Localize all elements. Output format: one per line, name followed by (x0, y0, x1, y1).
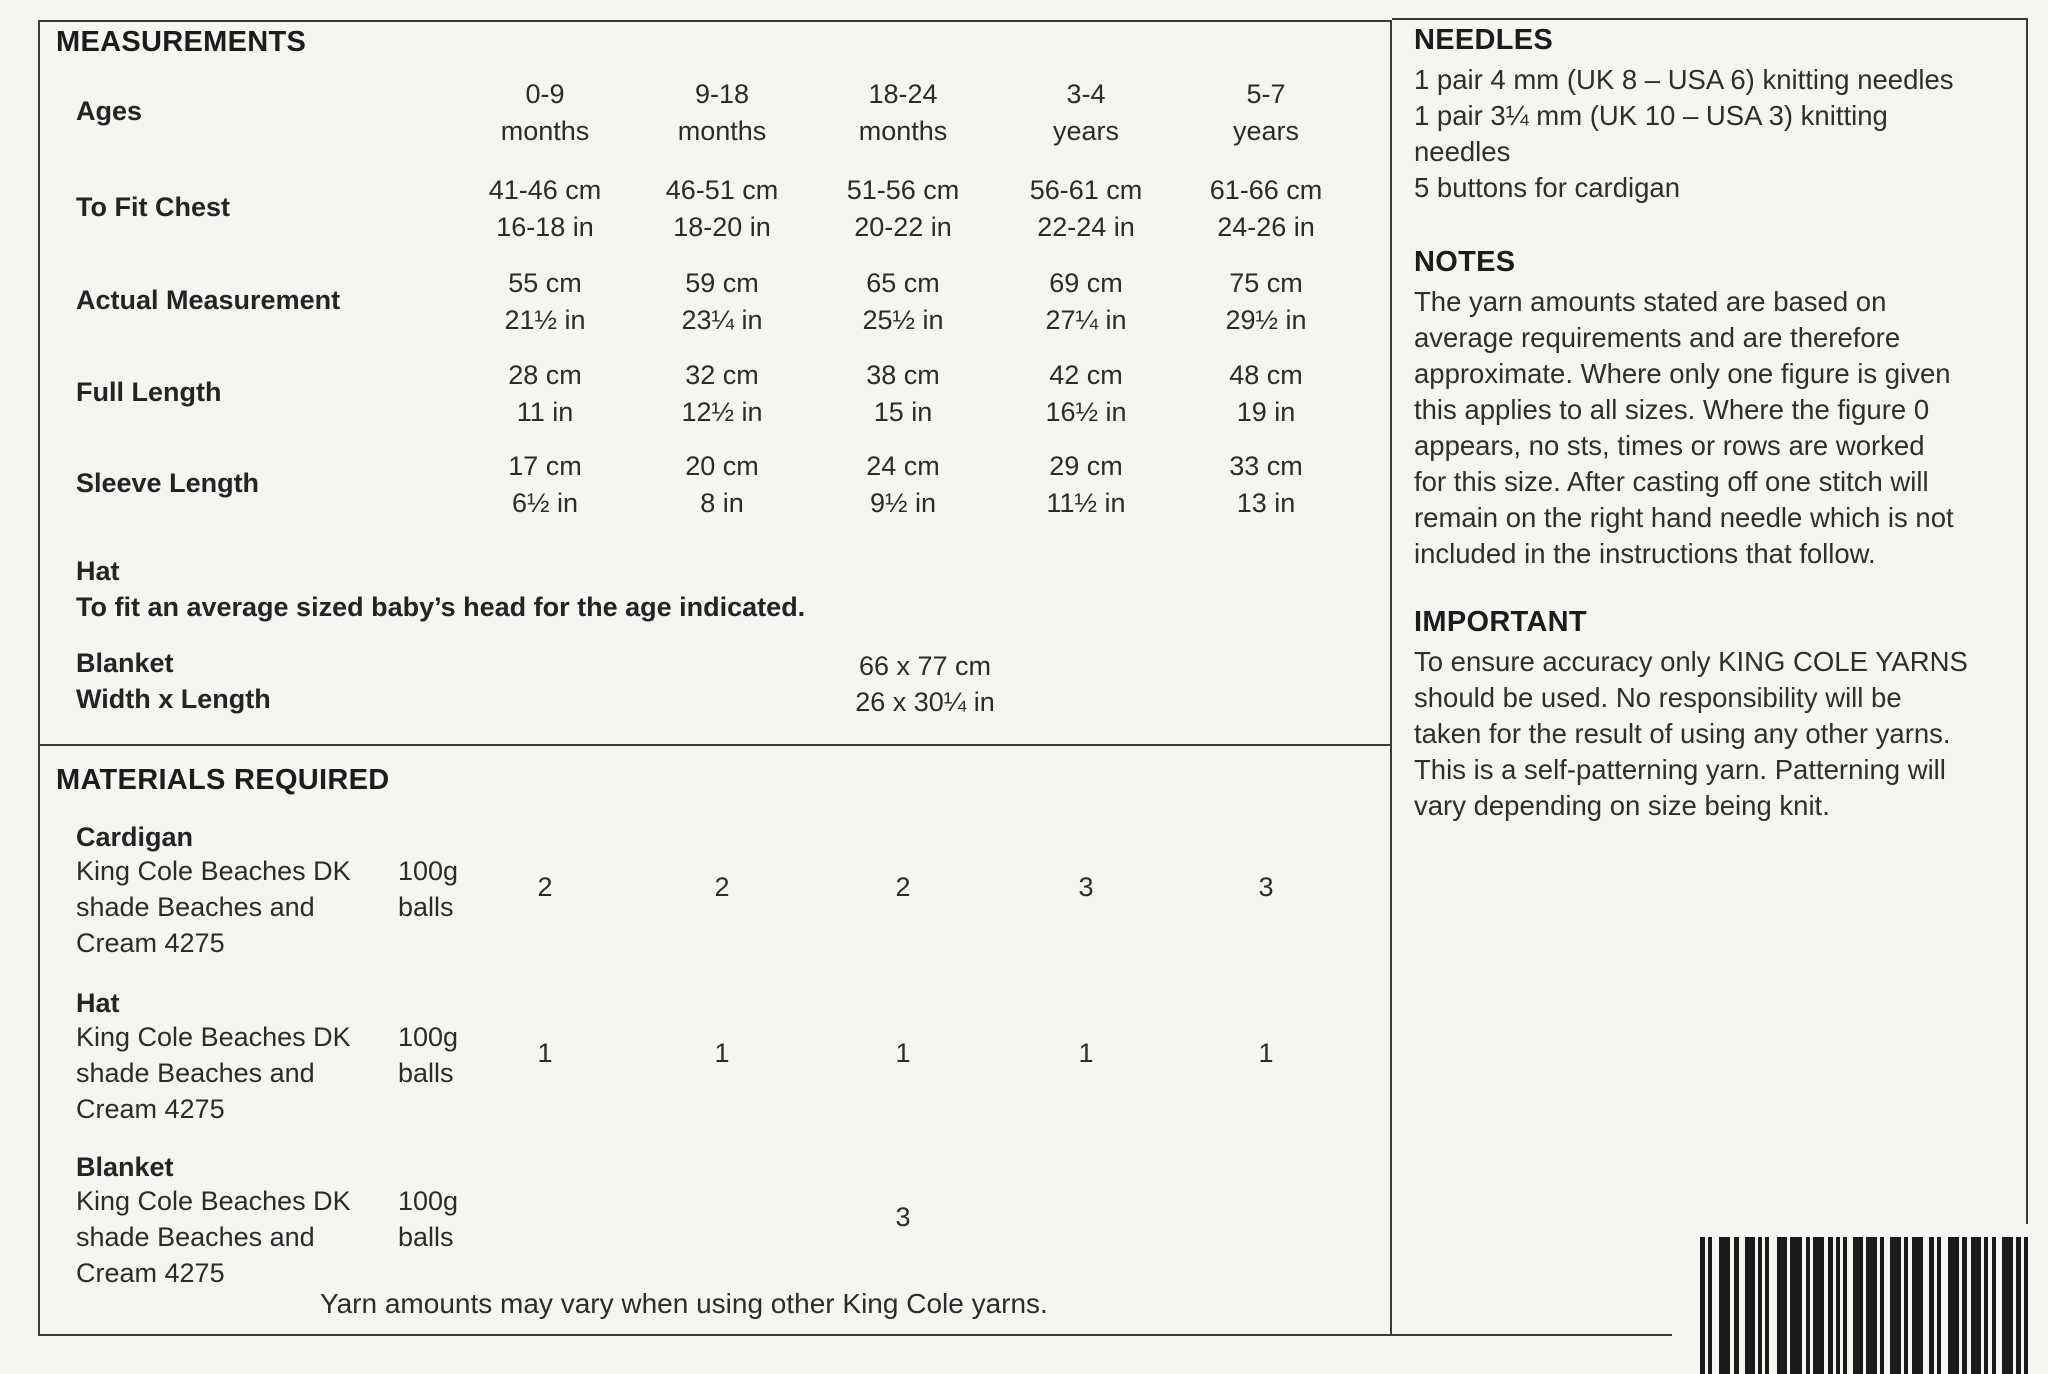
barcode-bar (1992, 1237, 1996, 1374)
barcode-bar (1813, 1237, 1824, 1374)
material-quantity: 2 (537, 872, 553, 902)
measure-cell (1171, 172, 1361, 246)
barcode-bar (1806, 1237, 1810, 1374)
measure-cell-metric: 33 cm (1229, 451, 1303, 481)
needles-text-line: 5 buttons for cardigan (1414, 172, 1681, 203)
material-item-desc: King Cole Beaches DK (76, 1022, 351, 1052)
measure-cell-imperial: 22-24 in (1037, 212, 1135, 242)
measure-cell (1171, 448, 1361, 522)
notes-text-line: remain on the right hand needle which is not (1414, 502, 1954, 533)
section-divider-line (38, 744, 1392, 746)
measure-cell-imperial: 24-26 in (1217, 212, 1315, 242)
material-item-unit: 100g (398, 1186, 459, 1216)
barcode-bar (1853, 1237, 1863, 1374)
measure-cell-imperial: months (677, 116, 767, 146)
barcode-bar (2002, 1237, 2013, 1374)
material-item-name: Blanket (76, 1152, 174, 1182)
measure-cell-metric: 56-61 cm (1029, 175, 1143, 205)
measure-cell-imperial: 11½ in (1046, 488, 1126, 518)
measure-cell (627, 448, 817, 522)
measure-cell (808, 172, 998, 246)
needles-text-line: needles (1414, 136, 1511, 167)
important-text-line: should be used. No responsibility will be (1414, 682, 1902, 713)
measure-cell-imperial: 23¼ in (681, 305, 763, 335)
measure-cell-imperial: 13 in (1236, 488, 1296, 518)
notes-text-line: included in the instructions that follow. (1414, 538, 1876, 569)
measure-cell-metric: 24 cm (866, 451, 940, 481)
material-item-desc: Cream 4275 (76, 1258, 225, 1288)
measure-cell-imperial: 18-20 in (673, 212, 771, 242)
material-item-unit: balls (398, 1058, 454, 1088)
barcode-bar (1929, 1237, 1934, 1374)
measure-cell-metric: 29 cm (1049, 451, 1123, 481)
measure-cell-imperial: 9½ in (869, 488, 937, 518)
material-item-desc: shade Beaches and (76, 892, 315, 922)
barcode (1700, 1237, 2028, 1374)
measure-cell (1171, 357, 1361, 431)
material-quantity: 2 (714, 872, 730, 902)
measure-cell-imperial: months (500, 116, 590, 146)
measure-row-label: Sleeve Length (76, 468, 260, 498)
notes-title: NOTES (1414, 246, 1516, 278)
barcode-bar (1984, 1237, 1988, 1374)
measure-cell-imperial: years (1232, 116, 1300, 146)
material-quantity: 1 (714, 1038, 730, 1068)
measure-cell (808, 357, 998, 431)
needles-text-line: 1 pair 4 mm (UK 8 – USA 6) knitting needles (1414, 64, 1954, 95)
notes-text-line: average requirements and are therefore (1414, 322, 1901, 353)
barcode-bar (2024, 1237, 2028, 1374)
barcode-bar (2016, 1237, 2021, 1374)
important-text-line: This is a self-patterning yarn. Patterning will (1414, 754, 1946, 785)
measure-cell (1171, 265, 1361, 339)
measure-cell (1171, 76, 1361, 150)
measure-cell-metric: 18-24 (868, 79, 938, 109)
blanket-size-in: 26 x 30¼ in (855, 687, 995, 717)
measure-cell (991, 172, 1181, 246)
barcode-bar (1880, 1237, 1884, 1374)
measure-cell (627, 265, 817, 339)
measure-cell-imperial: 19 in (1236, 397, 1296, 427)
material-quantity: 3 (1078, 872, 1094, 902)
measure-cell-imperial: 27¼ in (1045, 305, 1127, 335)
blanket-size-label: Blanket (76, 648, 174, 678)
measure-cell (627, 76, 817, 150)
material-item-unit: balls (398, 1222, 454, 1252)
right-box-top-border (1392, 18, 2028, 20)
barcode-bar (1866, 1237, 1877, 1374)
barcode-bar (1971, 1237, 1981, 1374)
measure-cell-imperial: 15 in (873, 397, 933, 427)
measure-cell-metric: 5-7 (1246, 79, 1286, 109)
barcode-bar (1828, 1237, 1833, 1374)
measure-cell (991, 265, 1181, 339)
barcode-bar (1777, 1237, 1787, 1374)
material-quantity: 1 (537, 1038, 553, 1068)
measurements-title: MEASUREMENTS (56, 26, 307, 58)
measure-cell-metric: 28 cm (508, 360, 582, 390)
important-text-line: To ensure accuracy only KING COLE YARNS (1414, 646, 1968, 677)
barcode-bar (1962, 1237, 1967, 1374)
material-quantity: 1 (1258, 1038, 1274, 1068)
barcode-bar (1758, 1237, 1762, 1374)
material-item-unit: balls (398, 892, 454, 922)
measure-cell-imperial: 16-18 in (496, 212, 594, 242)
measure-cell (991, 357, 1181, 431)
notes-text-line: appears, no sts, times or rows are worked (1414, 430, 1925, 461)
material-item-unit: 100g (398, 856, 459, 886)
materials-footnote: Yarn amounts may vary when using other King Cole yarns. (320, 1288, 1048, 1319)
needles-text-line: 1 pair 3¼ mm (UK 10 – USA 3) knitting (1414, 100, 1888, 131)
barcode-bar (1937, 1237, 1941, 1374)
barcode-bar (1708, 1237, 1712, 1374)
measure-cell-metric: 69 cm (1049, 268, 1123, 298)
measure-cell-metric: 65 cm (866, 268, 940, 298)
measure-cell-metric: 32 cm (685, 360, 759, 390)
hat-size-note: To fit an average sized baby’s head for the age indicated. (76, 592, 806, 622)
material-item-unit: 100g (398, 1022, 459, 1052)
notes-text-line: for this size. After casting off one stitch will (1414, 466, 1929, 497)
measure-cell-imperial: 6½ in (511, 488, 579, 518)
barcode-bar (1948, 1237, 1959, 1374)
material-item-name: Cardigan (76, 822, 194, 852)
measure-cell (450, 172, 640, 246)
measure-row-label: Ages (76, 96, 143, 126)
measure-cell-imperial: 20-22 in (854, 212, 952, 242)
barcode-bar (1745, 1237, 1755, 1374)
barcode-bar (1890, 1237, 1901, 1374)
measure-cell-metric: 51-56 cm (846, 175, 960, 205)
measure-cell (627, 172, 817, 246)
right-box-right-border (2026, 18, 2028, 1224)
measure-cell (808, 448, 998, 522)
material-quantity: 2 (895, 872, 911, 902)
barcode-bar (1904, 1237, 1908, 1374)
measure-cell-metric: 9-18 (694, 79, 750, 109)
barcode-bar (1719, 1237, 1730, 1374)
measure-cell (991, 448, 1181, 522)
measure-cell-imperial: 12½ in (681, 397, 763, 427)
measure-row-label: Full Length (76, 377, 222, 407)
material-item-name: Hat (76, 988, 120, 1018)
material-item-desc: shade Beaches and (76, 1058, 315, 1088)
barcode-bar (1912, 1237, 1923, 1374)
material-item-desc: King Cole Beaches DK (76, 856, 351, 886)
important-title: IMPORTANT (1414, 606, 1587, 638)
material-quantity: 3 (1258, 872, 1274, 902)
measure-cell (991, 76, 1181, 150)
measure-row-label: To Fit Chest (76, 192, 230, 222)
important-text-line: vary depending on size being knit. (1414, 790, 1830, 821)
blanket-size-sublabel: Width x Length (76, 684, 271, 714)
important-text-line: taken for the result of using any other yarns. (1414, 718, 1951, 749)
material-item-desc: Cream 4275 (76, 928, 225, 958)
material-quantity: 1 (1078, 1038, 1094, 1068)
barcode-bar (1843, 1237, 1847, 1374)
measure-cell (627, 357, 817, 431)
measure-cell-metric: 0-9 (525, 79, 565, 109)
measure-cell-metric: 61-66 cm (1209, 175, 1323, 205)
measure-cell-imperial: 8 in (700, 488, 744, 518)
barcode-bar (1700, 1237, 1705, 1374)
measure-cell (808, 76, 998, 150)
measure-cell-metric: 41-46 cm (488, 175, 602, 205)
measure-cell (450, 76, 640, 150)
measure-cell-metric: 75 cm (1229, 268, 1303, 298)
measure-cell (808, 265, 998, 339)
measure-cell-metric: 3-4 (1066, 79, 1106, 109)
measure-cell-imperial: months (858, 116, 948, 146)
material-item-desc: shade Beaches and (76, 1222, 315, 1252)
hat-size-label: Hat (76, 556, 120, 586)
materials-title: MATERIALS REQUIRED (56, 764, 390, 796)
measure-cell-metric: 46-51 cm (665, 175, 779, 205)
material-quantity: 3 (895, 1202, 911, 1232)
measure-cell (450, 265, 640, 339)
notes-text-line: The yarn amounts stated are based on (1414, 286, 1887, 317)
measure-cell-metric: 38 cm (866, 360, 940, 390)
measure-cell-metric: 20 cm (685, 451, 759, 481)
barcode-bar (1836, 1237, 1840, 1374)
measure-cell-metric: 55 cm (508, 268, 582, 298)
notes-text-line: approximate. Where only one figure is given (1414, 358, 1951, 389)
measure-cell (450, 448, 640, 522)
measure-cell-metric: 59 cm (685, 268, 759, 298)
measure-cell-imperial: 21½ in (504, 305, 586, 335)
notes-text-line: this applies to all sizes. Where the figure 0 (1414, 394, 1930, 425)
measure-cell-imperial: years (1052, 116, 1120, 146)
needles-title: NEEDLES (1414, 24, 1554, 56)
measure-cell-imperial: 25½ in (862, 305, 944, 335)
measure-cell-imperial: 16½ in (1045, 397, 1127, 427)
measure-cell-metric: 42 cm (1049, 360, 1123, 390)
measure-row-label: Actual Measurement (76, 285, 341, 315)
measure-cell-imperial: 29½ in (1225, 305, 1307, 335)
measure-cell-imperial: 11 in (516, 397, 574, 427)
barcode-bar (1765, 1237, 1769, 1374)
bottom-rule-extension (1392, 1334, 1672, 1336)
measure-cell-metric: 48 cm (1229, 360, 1303, 390)
material-item-desc: Cream 4275 (76, 1094, 225, 1124)
measure-cell-metric: 17 cm (508, 451, 582, 481)
material-quantity: 1 (895, 1038, 911, 1068)
barcode-bar (1790, 1237, 1802, 1374)
barcode-bar (1734, 1237, 1739, 1374)
blanket-size-cm: 66 x 77 cm (858, 651, 992, 681)
measure-cell (450, 357, 640, 431)
material-item-desc: King Cole Beaches DK (76, 1186, 351, 1216)
